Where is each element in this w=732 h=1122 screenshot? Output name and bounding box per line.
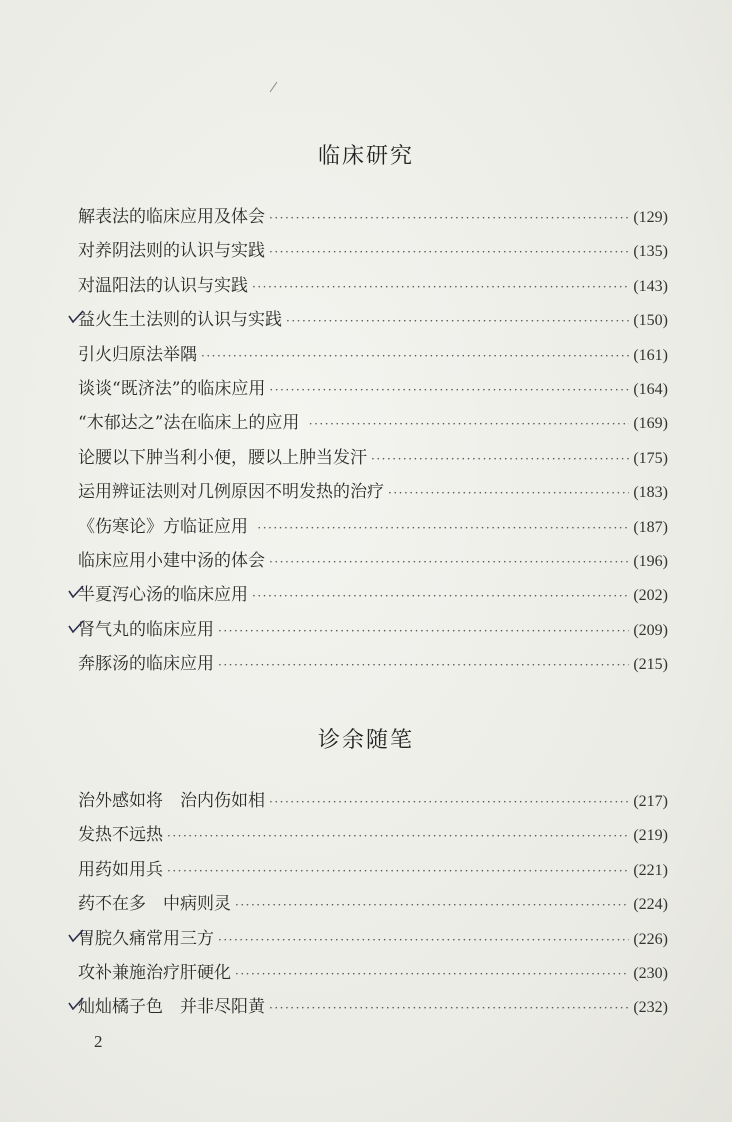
checkmark-icon — [68, 619, 84, 635]
dot-leader — [269, 545, 629, 579]
toc-entry — [78, 922, 668, 956]
toc-entry-page: (226) — [633, 930, 668, 948]
toc-entry-page: (196) — [633, 552, 668, 570]
toc-entry-title: 攻补兼施治疗肝硬化 — [78, 962, 231, 983]
dot-leader — [269, 991, 629, 1025]
toc-entry-page: (143) — [633, 277, 668, 295]
toc-entry-page: (175) — [633, 449, 668, 467]
toc-entry-page: (209) — [633, 621, 668, 639]
toc-entry-page: (232) — [633, 999, 668, 1017]
dot-leader — [371, 442, 629, 476]
dot-leader — [218, 614, 629, 648]
dot-leader — [269, 373, 629, 407]
toc-entry — [78, 200, 668, 234]
dot-leader — [257, 511, 629, 545]
toc-entry-page: (230) — [633, 964, 668, 982]
checkmark-icon — [68, 309, 84, 325]
toc-entry-page: (161) — [633, 346, 668, 364]
toc-entry-title: 肾气丸的临床应用 — [78, 619, 214, 640]
toc-entry-page: (135) — [633, 243, 668, 261]
toc-entry — [78, 887, 668, 921]
checkmark-icon — [68, 996, 84, 1012]
toc-list-clinical-notes — [78, 784, 668, 1025]
toc-entry — [78, 647, 668, 681]
toc-entry — [78, 784, 668, 818]
toc-entry-page: (164) — [633, 380, 668, 398]
toc-entry — [78, 269, 668, 303]
section-title-clinical-research: 临床研究 — [317, 144, 414, 169]
toc-entry-title: 对养阴法则的认识与实践 — [78, 241, 265, 262]
toc-entry-page: (129) — [633, 209, 668, 226]
dot-leader — [252, 579, 629, 613]
toc-entry — [78, 578, 668, 612]
toc-entry-title: 药不在多 中病则灵 — [78, 894, 231, 915]
dot-leader — [167, 854, 629, 888]
toc-entry-page: (221) — [633, 861, 668, 879]
toc-entry — [78, 956, 668, 990]
toc-entry-title: 用药如用兵 — [78, 859, 163, 880]
dot-leader — [269, 785, 629, 819]
toc-entry — [78, 372, 668, 406]
toc-entry-title: 《伤寒论》方临证应用 — [78, 516, 254, 537]
toc-entry-title: 引火归原法举隅 — [78, 344, 197, 365]
toc-entry — [78, 475, 668, 509]
page-number: 2 — [94, 1032, 103, 1051]
dot-leader — [201, 339, 629, 373]
toc-entry-title: 胃脘久痛常用三方 — [78, 928, 214, 949]
section-title-clinical-notes: 诊余随笔 — [317, 728, 414, 753]
toc-entry-title: 论腰以下肿当利小便，腰以上肿当发汗 — [78, 447, 367, 468]
dot-leader — [235, 957, 629, 991]
toc-entry — [78, 818, 668, 852]
toc-entry-page: (169) — [633, 415, 668, 433]
toc-entry — [78, 853, 668, 887]
toc-entry-title: 发热不远热 — [78, 825, 163, 846]
toc-entry — [78, 441, 668, 475]
checkmark-icon — [68, 928, 84, 944]
toc-entry-page: (224) — [633, 896, 668, 914]
toc-entry — [78, 544, 668, 578]
toc-entry-page: (219) — [633, 827, 668, 845]
dot-leader — [269, 201, 629, 235]
toc-entry — [78, 303, 668, 337]
toc-entry-title: 益火生土法则的认识与实践 — [78, 310, 282, 331]
toc-entry — [78, 338, 668, 372]
toc-entry-page: (150) — [633, 312, 668, 330]
toc-entry-title: 临床应用小建中汤的体会 — [78, 550, 265, 571]
toc-entry-title: 治外感如将 治内伤如相 — [78, 791, 265, 811]
toc-entry-page: (202) — [633, 587, 668, 605]
dot-leader — [235, 888, 629, 922]
toc-entry-page: (217) — [633, 793, 668, 810]
toc-entry-title: 奔豚汤的临床应用 — [78, 654, 214, 675]
toc-entry-page: (183) — [633, 484, 668, 502]
stray-mark — [268, 80, 280, 94]
toc-entry — [78, 613, 668, 647]
toc-list-clinical-research — [78, 200, 668, 681]
toc-entry-page: (215) — [633, 656, 668, 674]
toc-entry-title: 对温阳法的认识与实践 — [78, 275, 248, 296]
toc-entry — [78, 406, 668, 440]
toc-entry — [78, 510, 668, 544]
dot-leader — [218, 923, 629, 957]
toc-entry-page: (187) — [633, 518, 668, 536]
dot-leader — [269, 235, 629, 269]
dot-leader — [388, 476, 629, 510]
dot-leader — [167, 819, 629, 853]
toc-entry — [78, 990, 668, 1024]
toc-entry-title: 谈谈“既济法”的临床应用 — [78, 378, 266, 399]
toc-entry-title: 运用辨证法则对几例原因不明发热的治疗 — [78, 482, 384, 503]
toc-entry-title: 灿灿橘子色 并非尽阳黄 — [78, 997, 265, 1018]
dot-leader — [218, 648, 629, 682]
checkmark-icon — [68, 584, 84, 600]
toc-entry-title: “木郁达之”法在临床上的应用 — [78, 413, 305, 434]
dot-leader — [286, 304, 629, 338]
toc-entry — [78, 234, 668, 268]
toc-entry-title: 半夏泻心汤的临床应用 — [78, 585, 248, 606]
dot-leader — [309, 407, 630, 441]
toc-entry-title: 解表法的临床应用及体会 — [78, 207, 265, 227]
dot-leader — [252, 270, 629, 304]
